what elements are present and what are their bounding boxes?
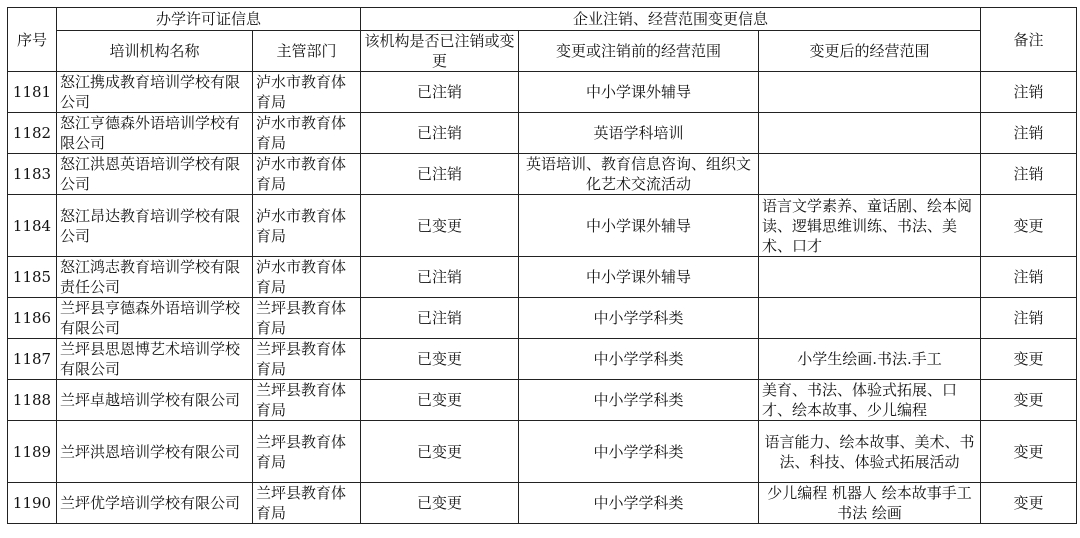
- col-dept-header: 主管部门: [253, 31, 361, 72]
- note: 变更: [981, 421, 1077, 483]
- scope-after: 美育、书法、体验式拓展、口才、绘本故事、少儿编程: [759, 380, 981, 421]
- org-name: 兰坪县思恩博艺术培训学校有限公司: [57, 339, 253, 380]
- scope-after: [759, 257, 981, 298]
- scope-after: [759, 298, 981, 339]
- scope-after: 语言文学素养、童话剧、绘本阅读、逻辑思维训练、书法、美术、口才: [759, 195, 981, 257]
- col-note-header: 备注: [981, 8, 1077, 72]
- table-row: [8, 298, 1077, 339]
- org-name: 兰坪洪恩培训学校有限公司: [57, 421, 253, 483]
- row-index: 1183: [8, 154, 57, 195]
- table-row: [8, 195, 1077, 257]
- scope-before: 中小学课外辅导: [519, 257, 759, 298]
- table-row: [8, 339, 1077, 380]
- scope-before: 英语学科培训: [519, 113, 759, 154]
- note: 变更: [981, 380, 1077, 421]
- scope-before: 中小学课外辅导: [519, 195, 759, 257]
- status: 已注销: [361, 72, 519, 113]
- license-group-header: 办学许可证信息: [57, 8, 361, 31]
- status: 已变更: [361, 483, 519, 524]
- org-name: 怒江昂达教育培训学校有限公司: [57, 195, 253, 257]
- department: 兰坪县教育体育局: [253, 421, 361, 483]
- row-index: 1189: [8, 421, 57, 483]
- scope-before: 英语培训、教育信息咨询、组织文化艺术交流活动: [519, 154, 759, 195]
- row-index: 1186: [8, 298, 57, 339]
- scope-before: 中小学课外辅导: [519, 72, 759, 113]
- row-index: 1184: [8, 195, 57, 257]
- status: 已变更: [361, 380, 519, 421]
- col-after-header: 变更后的经营范围: [759, 31, 981, 72]
- department: 泸水市教育体育局: [253, 113, 361, 154]
- note: 注销: [981, 298, 1077, 339]
- table-row: [8, 154, 1077, 195]
- scope-after: 少儿编程 机器人 绘本故事手工 书法 绘画: [759, 483, 981, 524]
- org-name: 怒江亨德森外语培训学校有限公司: [57, 113, 253, 154]
- org-name: 兰坪优学培训学校有限公司: [57, 483, 253, 524]
- row-index: 1188: [8, 380, 57, 421]
- scope-after: [759, 72, 981, 113]
- note: 注销: [981, 72, 1077, 113]
- status: 已注销: [361, 154, 519, 195]
- scope-after: [759, 154, 981, 195]
- table-row: [8, 72, 1077, 113]
- page: [7, 7, 1077, 524]
- note: 注销: [981, 154, 1077, 195]
- row-index: 1181: [8, 72, 57, 113]
- status: 已变更: [361, 195, 519, 257]
- note: 变更: [981, 483, 1077, 524]
- table-row: [8, 257, 1077, 298]
- scope-before: 中小学学科类: [519, 380, 759, 421]
- org-name: 怒江鸿志教育培训学校有限责任公司: [57, 257, 253, 298]
- row-index: 1182: [8, 113, 57, 154]
- scope-before: 中小学学科类: [519, 339, 759, 380]
- row-index: 1190: [8, 483, 57, 524]
- org-name: 怒江洪恩英语培训学校有限公司: [57, 154, 253, 195]
- department: 泸水市教育体育局: [253, 257, 361, 298]
- status: 已变更: [361, 339, 519, 380]
- header-group-row: [8, 8, 1077, 31]
- row-index: 1187: [8, 339, 57, 380]
- note: 注销: [981, 113, 1077, 154]
- org-name: 兰坪卓越培训学校有限公司: [57, 380, 253, 421]
- note: 变更: [981, 339, 1077, 380]
- change-group-header: 企业注销、经营范围变更信息: [361, 8, 981, 31]
- table-row: [8, 380, 1077, 421]
- status: 已注销: [361, 298, 519, 339]
- status: 已注销: [361, 257, 519, 298]
- department: 兰坪县教育体育局: [253, 298, 361, 339]
- registry-table: [7, 7, 1077, 524]
- department: 兰坪县教育体育局: [253, 339, 361, 380]
- scope-before: 中小学学科类: [519, 421, 759, 483]
- scope-after: [759, 113, 981, 154]
- department: 泸水市教育体育局: [253, 154, 361, 195]
- scope-after: 语言能力、绘本故事、美术、书法、科技、体验式拓展活动: [759, 421, 981, 483]
- scope-before: 中小学学科类: [519, 483, 759, 524]
- col-status-header: 该机构是否已注销或变更: [361, 31, 519, 72]
- org-name: 怒江携成教育培训学校有限公司: [57, 72, 253, 113]
- status: 已变更: [361, 421, 519, 483]
- table-row: [8, 483, 1077, 524]
- org-name: 兰坪县亨德森外语培训学校有限公司: [57, 298, 253, 339]
- table-row: [8, 113, 1077, 154]
- table-row: [8, 421, 1077, 483]
- col-before-header: 变更或注销前的经营范围: [519, 31, 759, 72]
- status: 已注销: [361, 113, 519, 154]
- department: 泸水市教育体育局: [253, 72, 361, 113]
- row-index: 1185: [8, 257, 57, 298]
- scope-before: 中小学学科类: [519, 298, 759, 339]
- col-name-header: 培训机构名称: [57, 31, 253, 72]
- scope-after: 小学生绘画.书法.手工: [759, 339, 981, 380]
- note: 变更: [981, 195, 1077, 257]
- department: 兰坪县教育体育局: [253, 483, 361, 524]
- department: 兰坪县教育体育局: [253, 380, 361, 421]
- header-sub-row: [8, 31, 1077, 72]
- col-index-header: 序号: [8, 8, 57, 72]
- department: 泸水市教育体育局: [253, 195, 361, 257]
- note: 注销: [981, 257, 1077, 298]
